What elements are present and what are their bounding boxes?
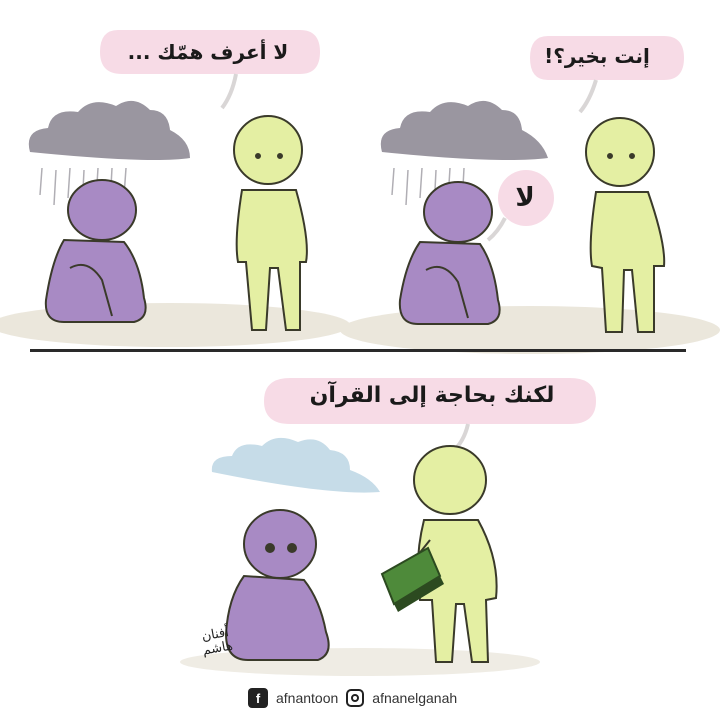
speech-bottom: لكنك بحاجة إلى القرآن [309, 383, 555, 408]
speech-top-left: لا أعرف همّك ... [127, 40, 289, 64]
facebook-handle[interactable]: afnantoon [276, 690, 339, 706]
instagram-handle[interactable]: afnanelganah [372, 690, 458, 706]
light-cloud-panel3 [212, 438, 380, 493]
social-footer [248, 686, 457, 710]
kind-figure-panel1 [234, 116, 307, 330]
kind-figure-panel2 [586, 118, 664, 332]
artist-signature: أفنان هاشم [200, 624, 234, 659]
panel-divider [30, 349, 686, 352]
sad-figure-panel2 [400, 182, 500, 324]
instagram-icon[interactable] [346, 689, 364, 707]
speech-top-right: إنت بخير؟! [544, 44, 650, 68]
sad-figure-panel1 [46, 180, 146, 322]
facebook-icon[interactable]: f [248, 688, 268, 708]
speech-reply: لا [515, 183, 535, 213]
ground-shadow-panel2 [340, 306, 720, 354]
